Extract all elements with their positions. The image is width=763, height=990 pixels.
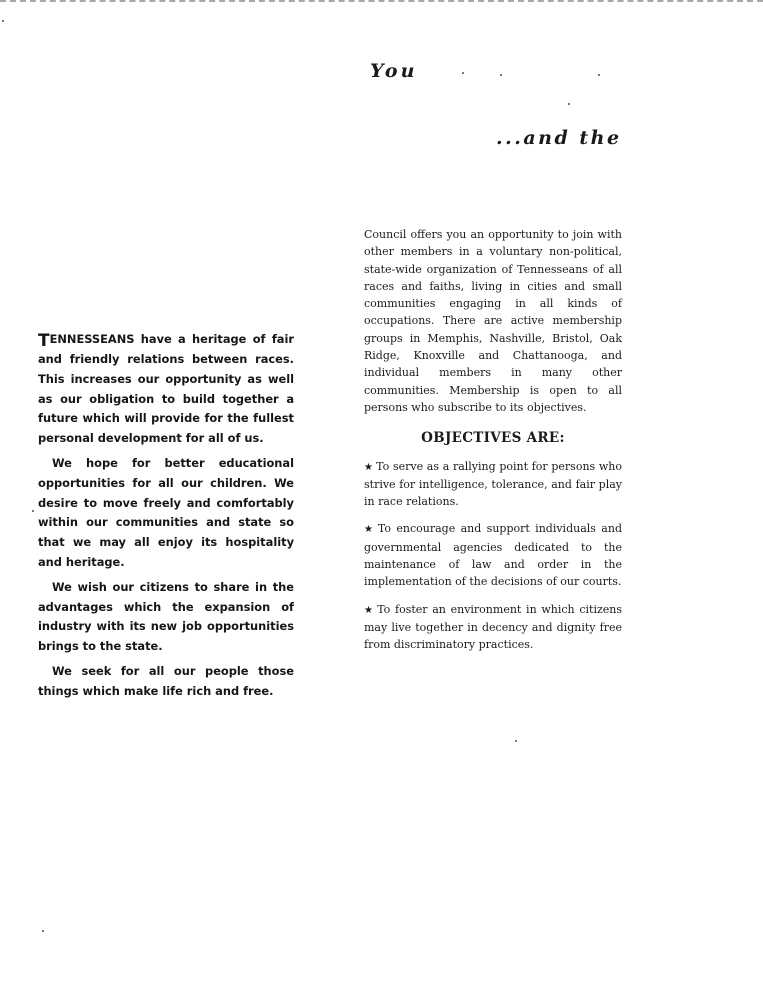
page-top-dashed-border	[0, 0, 763, 2]
scan-speck	[42, 930, 44, 932]
scan-speck	[2, 20, 4, 22]
scan-speck	[598, 74, 600, 76]
scan-speck	[462, 72, 464, 74]
star-bullet-icon: ★	[364, 524, 375, 536]
star-bullet-icon: ★	[364, 604, 375, 616]
council-intro-paragraph: Council offers you an opportunity to join with other members in a voluntary non-political, state-wide organization of Tennesseans of all races and faiths, living in cities and small communities engaging in all kinds of occupations. There are active membership groups in Memphis, Nashville, Bristol, Oak Ridge, Knoxville and Chattanooga, and individual members in many other communities. Membership is open to all persons who subscribe to its objectives.	[364, 228, 622, 414]
right-column	[364, 226, 622, 664]
paragraph-education: We hope for better educational opportunities for all our children. We desire to move freely and comfortably within our communities and state so that we may all enjoy its hospitality and heritage.	[38, 455, 294, 569]
heading-and-the: ...and the	[496, 127, 622, 149]
objective-item: ★ To serve as a rallying point for persons who strive for intelligence, tolerance, and fair play in race relations.	[364, 459, 622, 509]
scan-speck	[515, 740, 517, 742]
objectives-heading: OBJECTIVES ARE:	[421, 430, 565, 447]
paragraph-industry: We wish our citizens to share in the advantages which the expansion of industry with its new job opportunities brings to the state.	[38, 579, 294, 654]
paragraph-life: We seek for all our people those things which make life rich and free.	[38, 663, 294, 698]
objective-item: ★ To foster an environment in which citizens may live together in decency and dignity free from discriminatory practices.	[364, 602, 622, 652]
intro-text: ENNESSEANS have a heritage of fair and friendly relations between races. This increases our opportunity as well as our obligation to build together a future which will provide for the fullest personal development for all of us.	[38, 332, 294, 446]
heading-you: You	[370, 60, 418, 82]
left-column	[38, 330, 294, 707]
scan-speck	[500, 74, 502, 76]
scan-speck	[32, 510, 34, 512]
intro-paragraph	[38, 330, 294, 449]
scan-speck	[568, 103, 570, 105]
drop-cap: T	[38, 331, 50, 351]
objective-item: ★ To encourage and support individuals and governmental agencies dedicated to the maintenance of law and order in the implementation of the decisions of our courts.	[364, 522, 622, 589]
star-bullet-icon: ★	[364, 461, 374, 473]
